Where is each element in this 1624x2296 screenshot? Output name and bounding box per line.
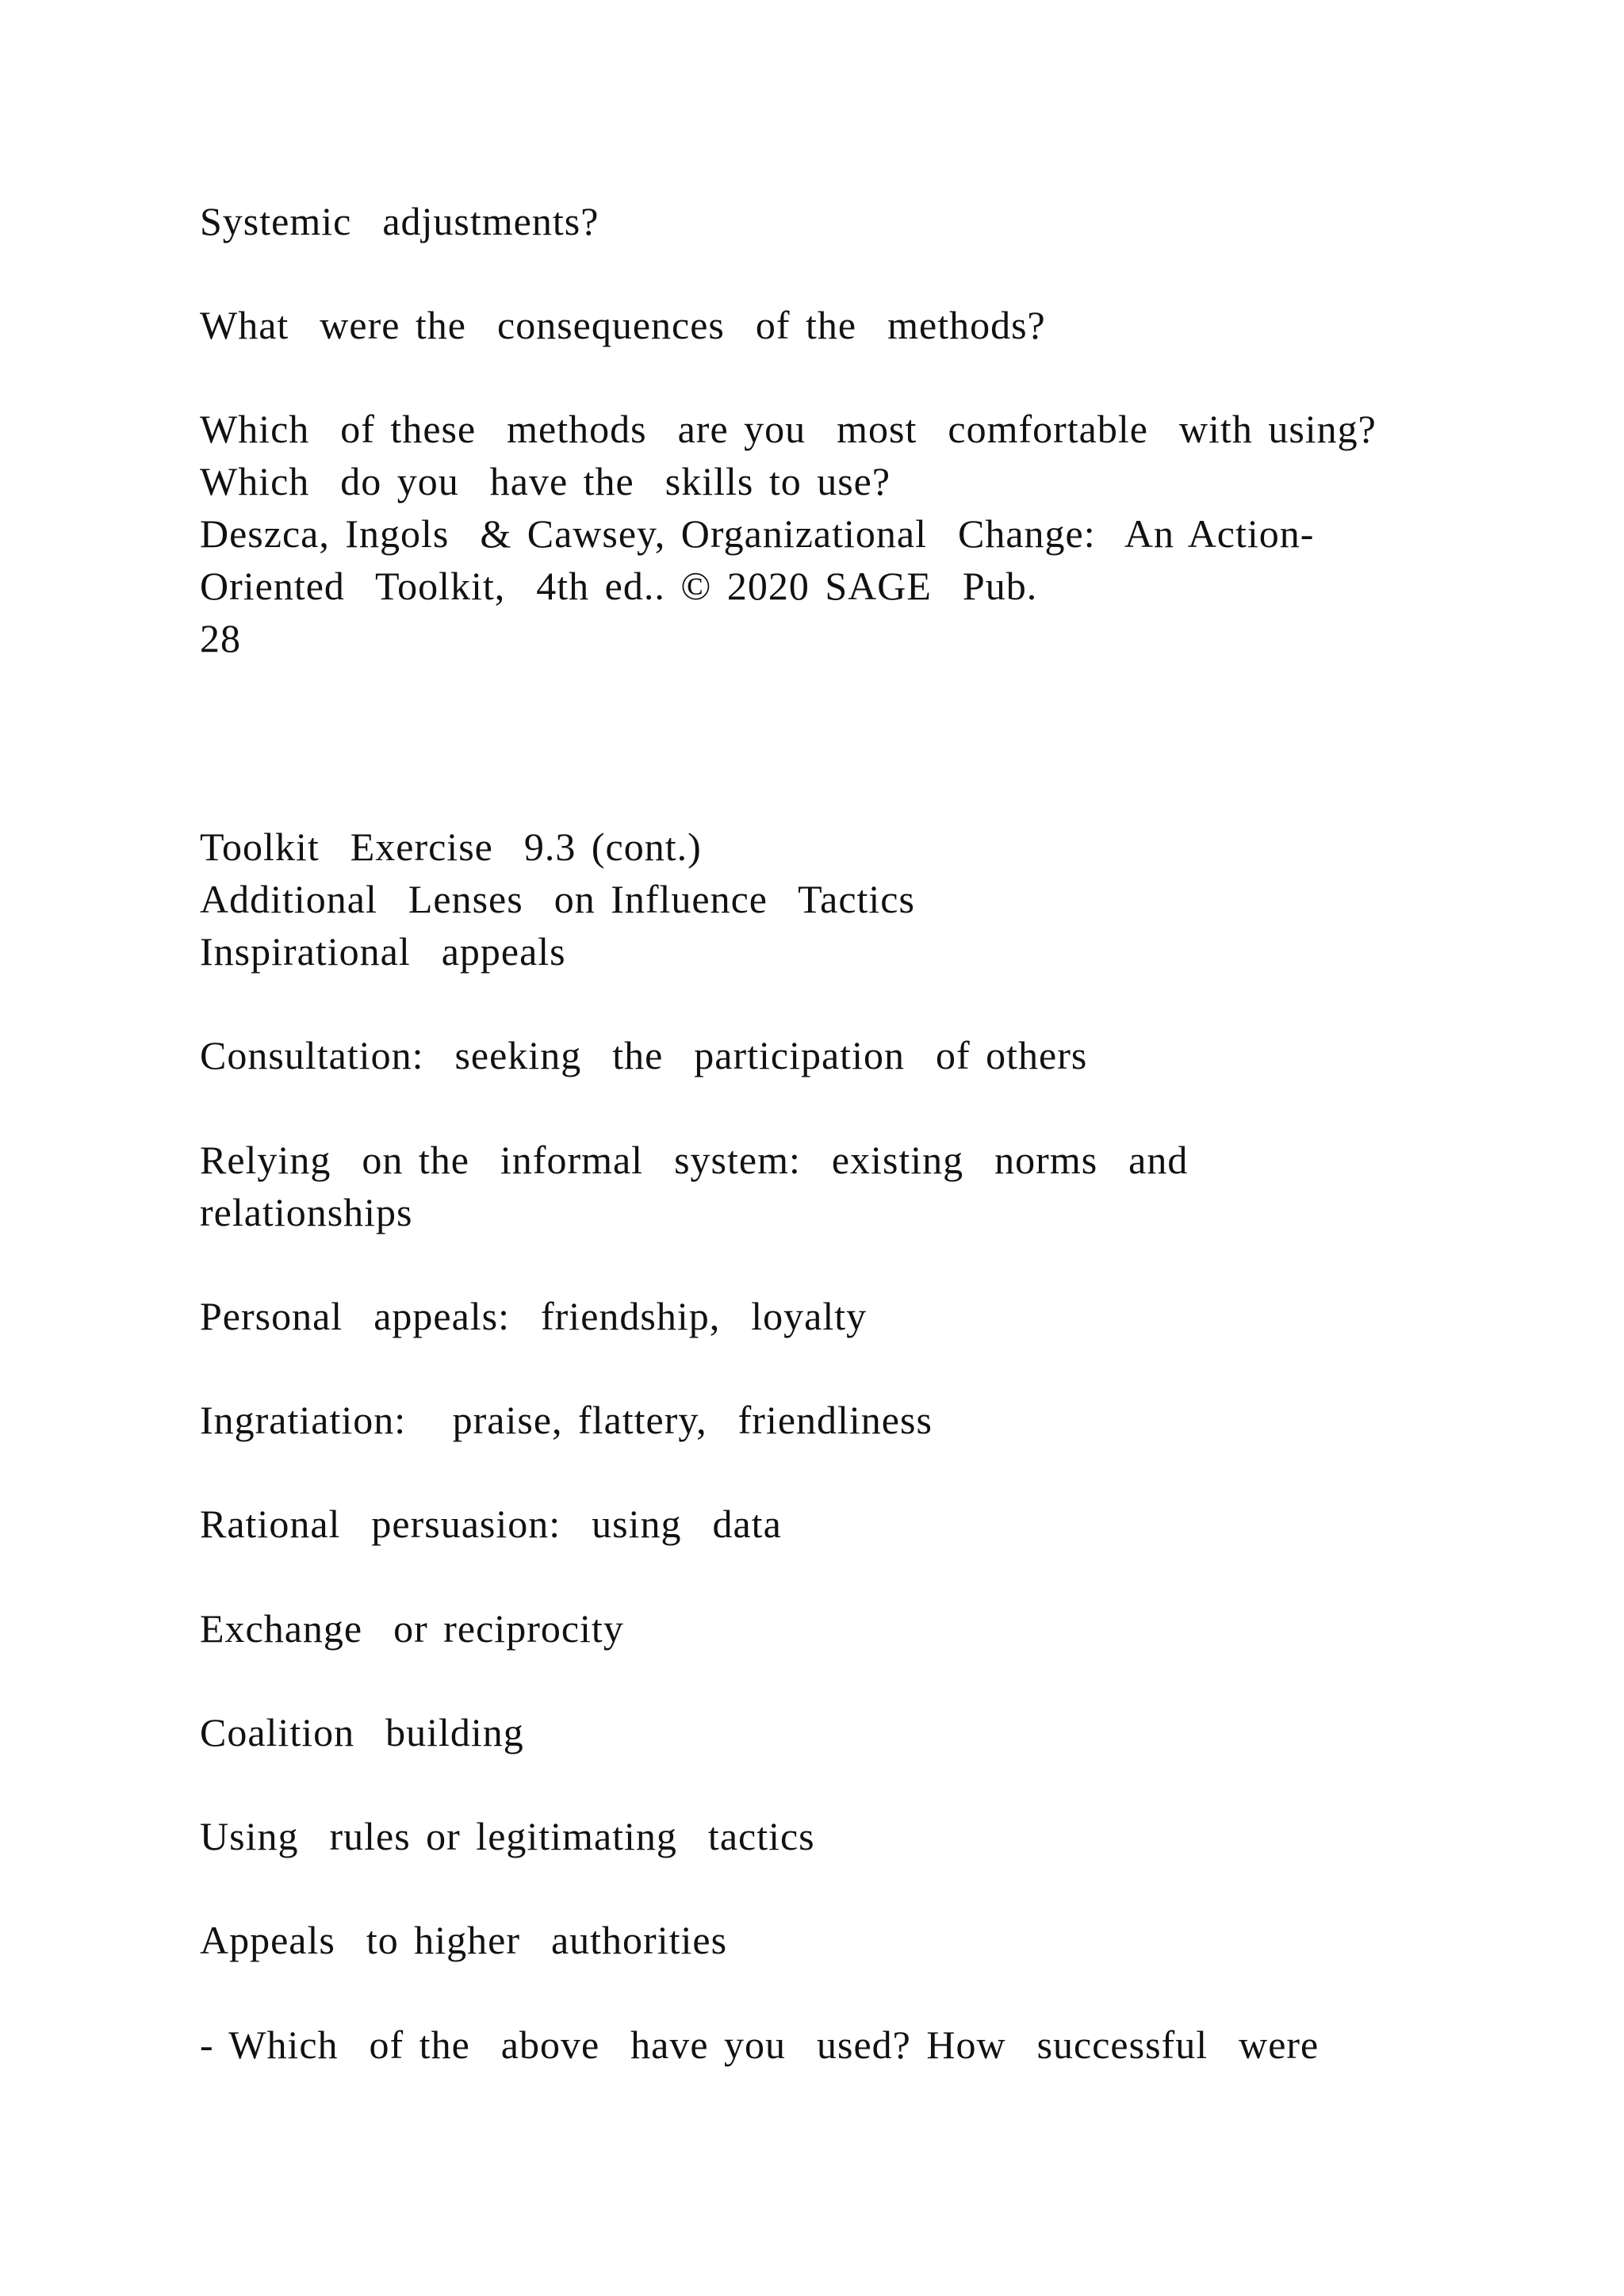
tactic-coalition-building: Coalition building — [200, 1710, 524, 1755]
exercise-subheading: Additional Lenses on Influence Tactics — [200, 877, 915, 921]
citation-line-2: Oriented Toolkit, 4th ed.. © 2020 SAGE Pub. — [200, 564, 1038, 608]
reflection-question: - Which of the above have you used? How successful were — [200, 2022, 1320, 2067]
text-line-systemic-adjustments: Systemic adjustments? — [200, 199, 599, 243]
page-number: 28 — [200, 616, 241, 660]
tactic-ingratiation: Ingratiation: praise, flattery, friendliness — [200, 1398, 933, 1442]
citation-line-1: Deszca, Ingols & Cawsey, Organizational Change: An Action- — [200, 511, 1315, 556]
tactic-exchange: Exchange or reciprocity — [200, 1606, 624, 1651]
text-line-comfortable-methods-question: Which of these methods are you most comfortable with using? — [200, 407, 1377, 451]
text-line-skills-question: Which do you have the skills to use? — [200, 459, 891, 503]
tactic-rational-persuasion: Rational persuasion: using data — [200, 1502, 782, 1546]
tactic-informal-system-line-1: Relying on the informal system: existing norms and — [200, 1138, 1189, 1182]
tactic-consultation: Consultation: seeking the participation of others — [200, 1033, 1088, 1077]
tactic-rules-legitimating: Using rules or legitimating tactics — [200, 1814, 815, 1858]
tactic-higher-authorities: Appeals to higher authorities — [200, 1918, 728, 1962]
tactic-personal-appeals: Personal appeals: friendship, loyalty — [200, 1294, 868, 1338]
tactic-informal-system-line-2: relationships — [200, 1190, 413, 1234]
exercise-heading: Toolkit Exercise 9.3 (cont.) — [200, 825, 702, 869]
text-line-consequences-question: What were the consequences of the methods? — [200, 303, 1046, 347]
tactic-inspirational-appeals: Inspirational appeals — [200, 929, 566, 974]
